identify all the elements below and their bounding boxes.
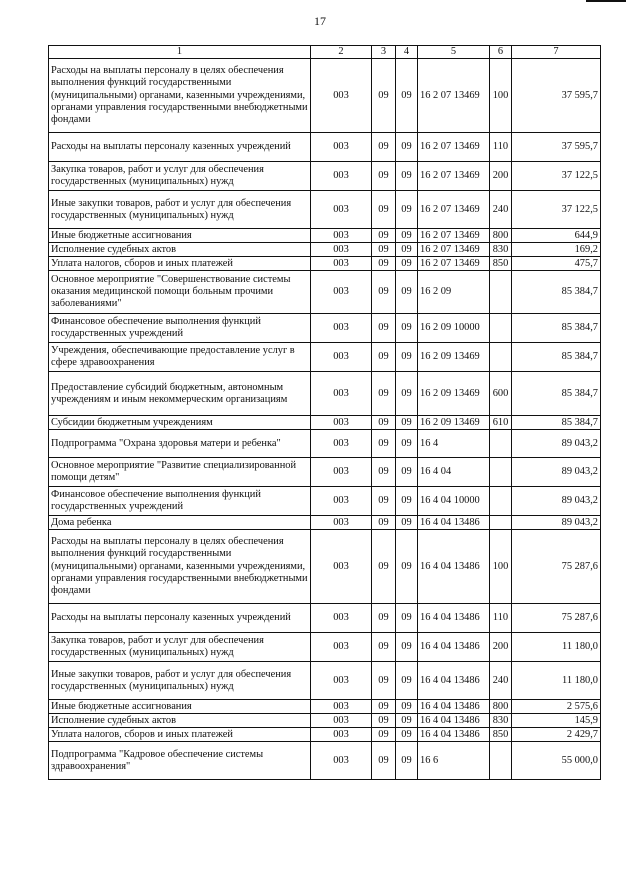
row-name-cell: Закупка товаров, работ и услуг для обеспечения государственных (муниципальных) нужд <box>49 633 311 662</box>
row-target-code-cell: 16 4 04 13486 <box>418 728 490 742</box>
row-amount-cell: 11 180,0 <box>512 662 601 700</box>
row-section-cell: 09 <box>372 416 396 430</box>
row-section-cell: 09 <box>372 487 396 516</box>
row-name-cell: Подпрограмма "Кадровое обеспечение системы здравоохранения" <box>49 742 311 780</box>
row-amount-cell: 145,9 <box>512 714 601 728</box>
row-amount-cell: 89 043,2 <box>512 487 601 516</box>
row-ministry-cell: 003 <box>311 343 372 372</box>
row-section-cell: 09 <box>372 728 396 742</box>
row-amount-cell: 55 000,0 <box>512 742 601 780</box>
table-row <box>49 229 601 243</box>
row-target-code-cell: 16 4 04 13486 <box>418 604 490 633</box>
row-target-code-cell: 16 4 04 13486 <box>418 714 490 728</box>
table-body <box>49 59 601 780</box>
table-row <box>49 314 601 343</box>
row-name-cell: Исполнение судебных актов <box>49 243 311 257</box>
row-subsection-cell: 09 <box>396 257 418 271</box>
row-target-code-cell: 16 4 04 <box>418 458 490 487</box>
row-ministry-cell: 003 <box>311 487 372 516</box>
table-row <box>49 742 601 780</box>
row-amount-cell: 37 595,7 <box>512 133 601 162</box>
row-section-cell: 09 <box>372 243 396 257</box>
table-row <box>49 714 601 728</box>
row-section-cell: 09 <box>372 271 396 314</box>
row-expense-type-cell <box>490 430 512 458</box>
row-section-cell: 09 <box>372 133 396 162</box>
row-ministry-cell: 003 <box>311 516 372 530</box>
row-amount-cell: 85 384,7 <box>512 372 601 416</box>
row-ministry-cell: 003 <box>311 430 372 458</box>
row-expense-type-cell: 240 <box>490 662 512 700</box>
row-subsection-cell: 09 <box>396 530 418 604</box>
row-target-code-cell: 16 2 07 13469 <box>418 59 490 133</box>
table-row <box>49 191 601 229</box>
row-subsection-cell: 09 <box>396 372 418 416</box>
row-name-cell: Финансовое обеспечение выполнения функций государственных учреждений <box>49 314 311 343</box>
row-expense-type-cell: 800 <box>490 700 512 714</box>
row-amount-cell: 85 384,7 <box>512 343 601 372</box>
row-section-cell: 09 <box>372 191 396 229</box>
row-expense-type-cell: 200 <box>490 633 512 662</box>
row-section-cell: 09 <box>372 530 396 604</box>
row-name-cell: Дома ребенка <box>49 516 311 530</box>
row-target-code-cell: 16 2 07 13469 <box>418 257 490 271</box>
row-subsection-cell: 09 <box>396 662 418 700</box>
row-ministry-cell: 003 <box>311 133 372 162</box>
row-target-code-cell: 16 2 09 13469 <box>418 343 490 372</box>
row-amount-cell: 37 595,7 <box>512 59 601 133</box>
row-subsection-cell: 09 <box>396 700 418 714</box>
row-name-cell: Закупка товаров, работ и услуг для обеспечения государственных (муниципальных) нужд <box>49 162 311 191</box>
row-name-cell: Расходы на выплаты персоналу казенных учреждений <box>49 133 311 162</box>
row-section-cell: 09 <box>372 343 396 372</box>
row-amount-cell: 75 287,6 <box>512 604 601 633</box>
row-ministry-cell: 003 <box>311 530 372 604</box>
row-ministry-cell: 003 <box>311 191 372 229</box>
row-name-cell: Иные закупки товаров, работ и услуг для обеспечения государственных (муниципальных) нужд <box>49 662 311 700</box>
row-target-code-cell: 16 4 04 10000 <box>418 487 490 516</box>
row-section-cell: 09 <box>372 314 396 343</box>
row-ministry-cell: 003 <box>311 458 372 487</box>
row-target-code-cell: 16 4 04 13486 <box>418 530 490 604</box>
table-row <box>49 458 601 487</box>
row-expense-type-cell <box>490 742 512 780</box>
table-row <box>49 662 601 700</box>
row-name-cell: Подпрограмма "Охрана здоровья матери и ребенка" <box>49 430 311 458</box>
table-row <box>49 530 601 604</box>
row-amount-cell: 644,9 <box>512 229 601 243</box>
row-amount-cell: 37 122,5 <box>512 162 601 191</box>
row-expense-type-cell: 200 <box>490 162 512 191</box>
row-subsection-cell: 09 <box>396 604 418 633</box>
row-amount-cell: 85 384,7 <box>512 416 601 430</box>
table-row <box>49 487 601 516</box>
row-expense-type-cell <box>490 516 512 530</box>
row-subsection-cell: 09 <box>396 162 418 191</box>
column-header: 6 <box>490 46 512 59</box>
row-subsection-cell: 09 <box>396 487 418 516</box>
row-expense-type-cell <box>490 343 512 372</box>
row-name-cell: Основное мероприятие "Развитие специализированной помощи детям" <box>49 458 311 487</box>
row-subsection-cell: 09 <box>396 191 418 229</box>
row-target-code-cell: 16 4 04 13486 <box>418 516 490 530</box>
row-amount-cell: 475,7 <box>512 257 601 271</box>
row-amount-cell: 2 575,6 <box>512 700 601 714</box>
row-ministry-cell: 003 <box>311 271 372 314</box>
row-ministry-cell: 003 <box>311 372 372 416</box>
row-name-cell: Расходы на выплаты персоналу казенных учреждений <box>49 604 311 633</box>
row-amount-cell: 85 384,7 <box>512 271 601 314</box>
table-row <box>49 162 601 191</box>
row-amount-cell: 2 429,7 <box>512 728 601 742</box>
row-subsection-cell: 09 <box>396 714 418 728</box>
row-target-code-cell: 16 2 07 13469 <box>418 133 490 162</box>
row-target-code-cell: 16 4 04 13486 <box>418 700 490 714</box>
row-amount-cell: 11 180,0 <box>512 633 601 662</box>
row-expense-type-cell: 110 <box>490 604 512 633</box>
column-header: 5 <box>418 46 490 59</box>
table-row <box>49 728 601 742</box>
row-section-cell: 09 <box>372 430 396 458</box>
row-ministry-cell: 003 <box>311 243 372 257</box>
row-amount-cell: 89 043,2 <box>512 430 601 458</box>
row-amount-cell: 89 043,2 <box>512 516 601 530</box>
table-row <box>49 59 601 133</box>
column-header: 2 <box>311 46 372 59</box>
row-name-cell: Уплата налогов, сборов и иных платежей <box>49 728 311 742</box>
row-section-cell: 09 <box>372 700 396 714</box>
row-target-code-cell: 16 4 04 13486 <box>418 633 490 662</box>
row-amount-cell: 37 122,5 <box>512 191 601 229</box>
row-section-cell: 09 <box>372 633 396 662</box>
row-expense-type-cell: 100 <box>490 59 512 133</box>
row-expense-type-cell <box>490 458 512 487</box>
row-target-code-cell: 16 2 07 13469 <box>418 162 490 191</box>
row-expense-type-cell: 600 <box>490 372 512 416</box>
row-ministry-cell: 003 <box>311 314 372 343</box>
row-name-cell: Иные бюджетные ассигнования <box>49 229 311 243</box>
row-expense-type-cell <box>490 487 512 516</box>
row-ministry-cell: 003 <box>311 633 372 662</box>
row-subsection-cell: 09 <box>396 343 418 372</box>
row-target-code-cell: 16 2 09 10000 <box>418 314 490 343</box>
page-number: 17 <box>314 14 326 28</box>
column-header: 1 <box>49 46 311 59</box>
row-name-cell: Расходы на выплаты персоналу в целях обеспечения выполнения функций государственными (муниципальными) органами, казенными учреждениями, органами управления государственными внебюджетными фондами <box>49 530 311 604</box>
row-ministry-cell: 003 <box>311 229 372 243</box>
table-row <box>49 372 601 416</box>
table-row <box>49 257 601 271</box>
corner-mark <box>586 0 626 2</box>
row-name-cell: Основное мероприятие "Совершенствование системы оказания медицинской помощи больным прочими заболеваниями" <box>49 271 311 314</box>
row-amount-cell: 85 384,7 <box>512 314 601 343</box>
row-ministry-cell: 003 <box>311 257 372 271</box>
row-section-cell: 09 <box>372 742 396 780</box>
row-name-cell: Иные бюджетные ассигнования <box>49 700 311 714</box>
row-target-code-cell: 16 4 04 13486 <box>418 662 490 700</box>
column-header: 4 <box>396 46 418 59</box>
row-section-cell: 09 <box>372 257 396 271</box>
row-expense-type-cell: 830 <box>490 714 512 728</box>
row-ministry-cell: 003 <box>311 162 372 191</box>
row-subsection-cell: 09 <box>396 271 418 314</box>
budget-table <box>48 45 601 780</box>
table-row <box>49 133 601 162</box>
row-target-code-cell: 16 6 <box>418 742 490 780</box>
row-section-cell: 09 <box>372 59 396 133</box>
row-target-code-cell: 16 2 09 13469 <box>418 416 490 430</box>
row-subsection-cell: 09 <box>396 633 418 662</box>
row-name-cell: Иные закупки товаров, работ и услуг для обеспечения государственных (муниципальных) нужд <box>49 191 311 229</box>
table-row <box>49 416 601 430</box>
row-subsection-cell: 09 <box>396 516 418 530</box>
column-header: 3 <box>372 46 396 59</box>
row-target-code-cell: 16 2 07 13469 <box>418 229 490 243</box>
row-expense-type-cell: 850 <box>490 257 512 271</box>
row-target-code-cell: 16 2 09 13469 <box>418 372 490 416</box>
row-name-cell: Субсидии бюджетным учреждениям <box>49 416 311 430</box>
row-subsection-cell: 09 <box>396 742 418 780</box>
row-subsection-cell: 09 <box>396 458 418 487</box>
row-ministry-cell: 003 <box>311 416 372 430</box>
row-section-cell: 09 <box>372 229 396 243</box>
row-ministry-cell: 003 <box>311 59 372 133</box>
row-subsection-cell: 09 <box>396 430 418 458</box>
row-expense-type-cell: 800 <box>490 229 512 243</box>
row-expense-type-cell: 610 <box>490 416 512 430</box>
table-row <box>49 243 601 257</box>
row-section-cell: 09 <box>372 372 396 416</box>
row-section-cell: 09 <box>372 714 396 728</box>
row-expense-type-cell: 830 <box>490 243 512 257</box>
row-section-cell: 09 <box>372 162 396 191</box>
row-subsection-cell: 09 <box>396 314 418 343</box>
row-ministry-cell: 003 <box>311 728 372 742</box>
table-row <box>49 516 601 530</box>
row-target-code-cell: 16 4 <box>418 430 490 458</box>
row-expense-type-cell: 100 <box>490 530 512 604</box>
row-ministry-cell: 003 <box>311 662 372 700</box>
table-row <box>49 604 601 633</box>
row-amount-cell: 89 043,2 <box>512 458 601 487</box>
row-subsection-cell: 09 <box>396 229 418 243</box>
row-expense-type-cell <box>490 314 512 343</box>
row-subsection-cell: 09 <box>396 243 418 257</box>
row-expense-type-cell: 240 <box>490 191 512 229</box>
table-row <box>49 700 601 714</box>
row-amount-cell: 169,2 <box>512 243 601 257</box>
row-subsection-cell: 09 <box>396 59 418 133</box>
row-section-cell: 09 <box>372 458 396 487</box>
row-amount-cell: 75 287,6 <box>512 530 601 604</box>
row-target-code-cell: 16 2 07 13469 <box>418 243 490 257</box>
table-row <box>49 633 601 662</box>
row-section-cell: 09 <box>372 604 396 633</box>
table-row <box>49 343 601 372</box>
row-name-cell: Учреждения, обеспечивающие предоставление услуг в сфере здравоохранения <box>49 343 311 372</box>
row-expense-type-cell <box>490 271 512 314</box>
column-header: 7 <box>512 46 601 59</box>
row-ministry-cell: 003 <box>311 742 372 780</box>
row-subsection-cell: 09 <box>396 416 418 430</box>
row-name-cell: Расходы на выплаты персоналу в целях обеспечения выполнения функций государственными (муниципальными) органами, казенными учреждениями, органами управления государственными внебюджетными фондами <box>49 59 311 133</box>
row-name-cell: Предоставление субсидий бюджетным, автономным учреждениям и иным некоммерческим организациям <box>49 372 311 416</box>
row-name-cell: Уплата налогов, сборов и иных платежей <box>49 257 311 271</box>
row-expense-type-cell: 850 <box>490 728 512 742</box>
row-section-cell: 09 <box>372 662 396 700</box>
row-ministry-cell: 003 <box>311 604 372 633</box>
row-name-cell: Финансовое обеспечение выполнения функций государственных учреждений <box>49 487 311 516</box>
row-ministry-cell: 003 <box>311 700 372 714</box>
row-subsection-cell: 09 <box>396 728 418 742</box>
row-target-code-cell: 16 2 07 13469 <box>418 191 490 229</box>
row-target-code-cell: 16 2 09 <box>418 271 490 314</box>
header-row <box>49 46 601 59</box>
table-row <box>49 430 601 458</box>
row-subsection-cell: 09 <box>396 133 418 162</box>
row-ministry-cell: 003 <box>311 714 372 728</box>
row-name-cell: Исполнение судебных актов <box>49 714 311 728</box>
table-row <box>49 271 601 314</box>
row-section-cell: 09 <box>372 516 396 530</box>
row-expense-type-cell: 110 <box>490 133 512 162</box>
